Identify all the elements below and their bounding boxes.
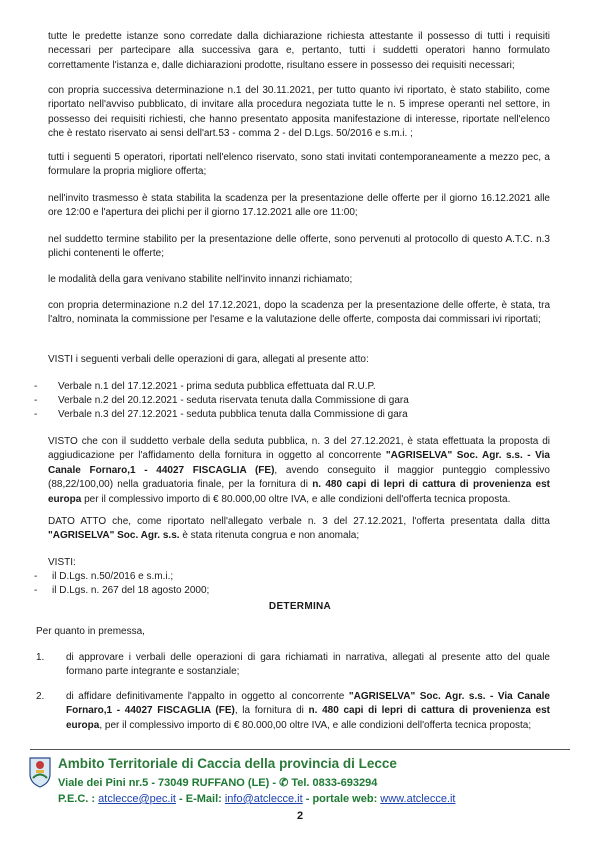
- list-dash: -: [34, 585, 38, 596]
- list-item: Verbale n.2 del 20.12.2021 - seduta riservata tenuta dalla Commissione di gara: [58, 395, 409, 406]
- pec-link[interactable]: atclecce@pec.it: [98, 793, 176, 805]
- paragraph-dato-atto: DATO ATTO che, come riportato nell'allegato verbale n. 3 del 27.12.2021, l'offerta presentata dalla ditta "AGRISELVA" Soc. Agr. s.s. è stata ritenuta congrua e non anomala;: [48, 516, 550, 542]
- paragraph-visto-aggiudicazione: VISTO che con il suddetto verbale della seduta pubblica, n. 3 del 27.12.2021, è stata effettuata la proposta di aggiudicazione per l'affidamento della fornitura in oggetto al concorrente "AGRISELVA" Soc. Agr. s.s. - Via Canale Fornaro,1 - 44027 FISCAGLIA (FE), avendo conseguito il maggior punteggio complessivo (88,22/100,00) nella graduatoria finale, per la fornitura di n. 480 capi di lepri di cattura di provenienza est europa per il complessivo importo di € 80.000,00 oltre IVA, e alle condizioni dell'offerta tecnica proposta.: [48, 436, 550, 505]
- list-dash: -: [34, 381, 38, 392]
- visti-label: VISTI:: [48, 557, 76, 568]
- decision-item-approva: di approvare i verbali delle operazioni di gara richiamati in narrativa, allegati al presente atto del quale formano parte integrante e sostanziale;: [66, 652, 550, 678]
- paragraph-visti-verbali: VISTI i seguenti verbali delle operazioni di gara, allegati al presente atto:: [48, 354, 369, 365]
- list-dash: -: [34, 571, 38, 582]
- paragraph-premessa: Per quanto in premessa,: [36, 626, 145, 637]
- paragraph-istanze: tutte le predette istanze sono corredate dalla dichiarazione richiesta attestante il possesso di tutti i requisiti necessari per partecipare alla successiva gara e, pertanto, tutti i suddetti operatori hanno formulato correttamente l'istanza e, dalle dichiarazioni prodotte, risultano essere in possesso dei requisiti necessari;: [48, 31, 550, 71]
- list-item: il D.Lgs. n. 267 del 18 agosto 2000;: [52, 585, 210, 596]
- page-number: 2: [296, 810, 304, 822]
- atc-logo-icon: [28, 756, 52, 788]
- paragraph-scadenza: nell'invito trasmesso è stata stabilita la scadenza per la presentazione delle offerte per il giorno 16.12.2021 alle ore 12:00 e l'apertura dei plichi per il giorno 17.12.2021 alle ore 11:00;: [48, 193, 550, 219]
- list-item: Verbale n.3 del 27.12.2021 - seduta pubblica tenuta dalla Commissione di gara: [58, 409, 408, 420]
- decision-item-affida: di affidare definitivamente l'appalto in oggetto al concorrente "AGRISELVA" Soc. Agr. s.s. - Via Canale Fornaro,1 - 44027 FISCAGLIA (FE), la fornitura di n. 480 capi di lepri di cattura di provenienza est europa, per il complessivo importo di € 80.000,00 oltre IVA, e alle condizioni dell'offerta tecnica proposta;: [66, 691, 550, 731]
- paragraph-plichi: nel suddetto termine stabilito per la presentazione delle offerte, sono pervenuti al protocollo di questo A.T.C. n.3 plichi contenenti le offerte;: [48, 234, 550, 260]
- footer-contacts: P.E.C. : atclecce@pec.it - E-Mail: info@atclecce.it - portale web: www.atclecce.it: [58, 793, 456, 805]
- list-item: il D.Lgs. n.50/2016 e s.m.i.;: [52, 571, 174, 582]
- paragraph-operatori-invitati: tutti i seguenti 5 operatori, riportati nell'elenco riservato, sono stati invitati contemporaneamente a mezzo pec, a formulare la propria migliore offerta;: [48, 152, 550, 178]
- email-link[interactable]: info@atclecce.it: [224, 793, 303, 805]
- footer-address: Viale dei Pini nr.5 - 73049 RUFFANO (LE) - ✆ Tel. 0833-693294: [58, 777, 378, 789]
- footer-org-name: Ambito Territoriale di Caccia della provincia di Lecce: [58, 756, 397, 771]
- list-dash: -: [34, 395, 38, 406]
- paragraph-determinazione-2: con propria determinazione n.2 del 17.12.2021, dopo la scadenza per la presentazione delle offerte, è stata, tra l'altro, nominata la commissione per l'esame e la valutazione delle offerte, composta dai commissari ivi riportati;: [48, 300, 550, 326]
- paragraph-determinazione-1: con propria successiva determinazione n.1 del 30.11.2021, per tutto quanto ivi riportato, è stato stabilito, come riportato nell'avviso pubblicato, di invitare alla procedura negoziata tutte le n. 5 imprese operanti nel settore, in possesso dei requisiti richiesti, che hanno presentato apposita manifestazione di interesse, riportate nell'elenco che è restato riservato ai sensi dell'art.53 - comma 2 - del D.Lgs. 50/2016 e s.m.i. ;: [48, 85, 550, 140]
- list-number: 2.: [36, 691, 45, 702]
- list-item: Verbale n.1 del 17.12.2021 - prima seduta pubblica effettuata dal R.U.P.: [58, 381, 376, 392]
- paragraph-modalita: le modalità della gara venivano stabilite nell'invito innanzi richiamato;: [48, 274, 353, 285]
- list-number: 1.: [36, 652, 45, 663]
- website-link[interactable]: www.atclecce.it: [380, 793, 456, 805]
- footer-divider: [30, 749, 570, 750]
- list-dash: -: [34, 409, 38, 420]
- section-heading-determina: DETERMINA: [268, 601, 332, 612]
